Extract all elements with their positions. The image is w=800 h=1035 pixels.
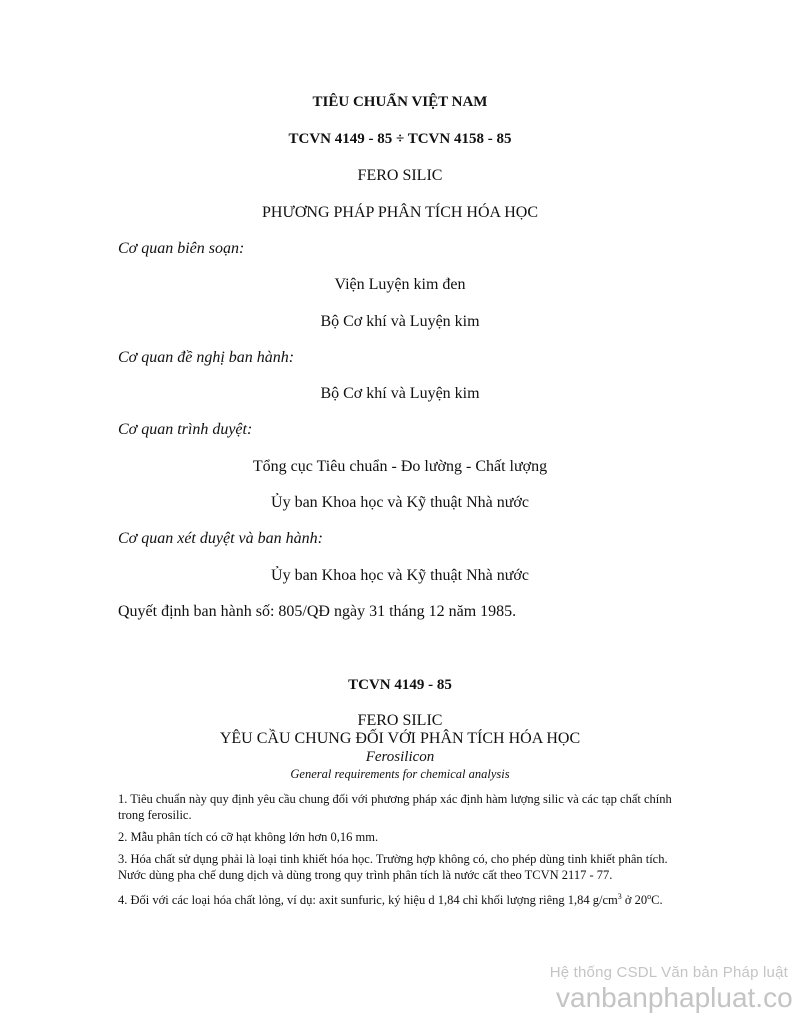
clause-2: 2. Mẫu phân tích có cỡ hạt không lớn hơn 0,16 mm. (118, 830, 379, 844)
submitter-2: Ủy ban Khoa học và Kỹ thuật Nhà nước (271, 494, 529, 511)
submitter-label: Cơ quan trình duyệt: (118, 421, 253, 438)
clause-4 (118, 889, 678, 908)
watermark-line-1: Hệ thống CSDL Văn bản Pháp luật (549, 964, 788, 981)
clause-4-sup-o: o (647, 892, 652, 901)
approver-1: Ủy ban Khoa học và Kỹ thuật Nhà nước (271, 567, 529, 584)
subject-title: FERO SILIC (357, 167, 443, 184)
submitter-1: Tổng cục Tiêu chuẩn - Đo lường - Chất lượng (252, 458, 548, 475)
clause-4-part-a: 4. Đối với các loại hóa chất lỏng, ví dụ: axit sunfuric, ký hiệu d 1,84 chỉ khối lượng riêng 1,84 g/cm (118, 893, 618, 908)
section-title-2: YÊU CẦU CHUNG ĐỐI VỚI PHÂN TÍCH HÓA HỌC (219, 730, 581, 747)
section-title-1: FERO SILIC (357, 712, 443, 729)
section-code: TCVN 4149 - 85 (348, 677, 452, 693)
proposer-label: Cơ quan đề nghị ban hành: (118, 349, 295, 366)
compiler-1: Viện Luyện kim đen (334, 276, 466, 293)
standard-title: TIÊU CHUẨN VIỆT NAM (312, 94, 488, 110)
method-title: PHƯƠNG PHÁP PHÂN TÍCH HÓA HỌC (261, 204, 538, 221)
standard-range: TCVN 4149 - 85 ÷ TCVN 4158 - 85 (288, 131, 512, 147)
clause-4-sup-3: 3 (617, 892, 622, 901)
approver-label: Cơ quan xét duyệt và ban hành: (118, 530, 323, 547)
decision-text: Quyết định ban hành số: 805/QĐ ngày 31 tháng 12 năm 1985. (118, 603, 517, 620)
proposer-1: Bộ Cơ khí và Luyện kim (320, 385, 480, 402)
section-title-en-1: Ferosilicon (365, 749, 435, 765)
clause-1: 1. Tiêu chuẩn này quy định yêu cầu chung đối với phương pháp xác định hàm lượng silic và các tạp chất chính trong ferosilic. (118, 792, 672, 822)
compiler-2: Bộ Cơ khí và Luyện kim (320, 313, 480, 330)
clause-4-part-c: C. (651, 893, 663, 908)
clause-4-part-b: ở 20 (621, 893, 648, 908)
compiler-label: Cơ quan biên soạn: (118, 240, 245, 257)
clause-3: 3. Hóa chất sử dụng phải là loại tinh khiết hóa học. Trường hợp không có, cho phép dùng tinh khiết phân tích. Nước dùng pha chế dung dịch và dùng trong quy trình phân tích là nước cất theo TCVN 2117 - 77. (118, 852, 668, 882)
section-title-en-2: General requirements for chemical analysis (290, 767, 510, 781)
watermark-line-2: vanbanphapluat.co (556, 982, 793, 1013)
